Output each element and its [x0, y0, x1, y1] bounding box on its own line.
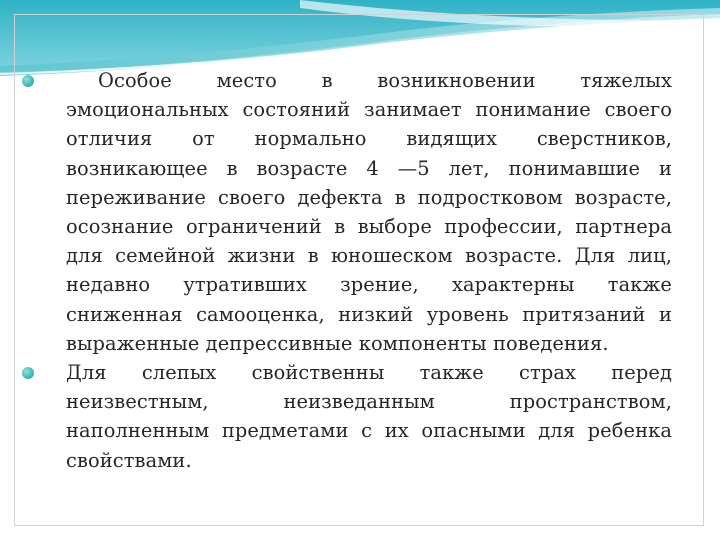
bullet-dot-icon: [22, 75, 34, 87]
bullet-text: Особое место в возникновении тяжелых эмоциональных состояний занимает понимание своего отличия от нормально видящих сверстников, возникающее в возрасте 4 —5 лет, понимавшие и переживание своего дефекта в подростковом возрасте, осознание ограничений в выборе профессии, партнера для семейной жизни в юношеском возрасте. Для лиц, недавно утративших зрение, характерны также сниженная самооценка, низкий уровень притязаний и выраженные депрессивные компоненты поведения.: [66, 69, 672, 355]
bullet-item-fear-of-unknown: [22, 358, 672, 475]
bullet-item-emotional-states: [22, 66, 672, 358]
bullet-dot-icon: [22, 367, 34, 379]
bullet-text: Для слепых свойственны также страх перед неизвестным, неизведанным пространством, наполненным предметами с их опасными для ребенка свойствами.: [66, 361, 672, 472]
bullet-list: [22, 66, 672, 475]
